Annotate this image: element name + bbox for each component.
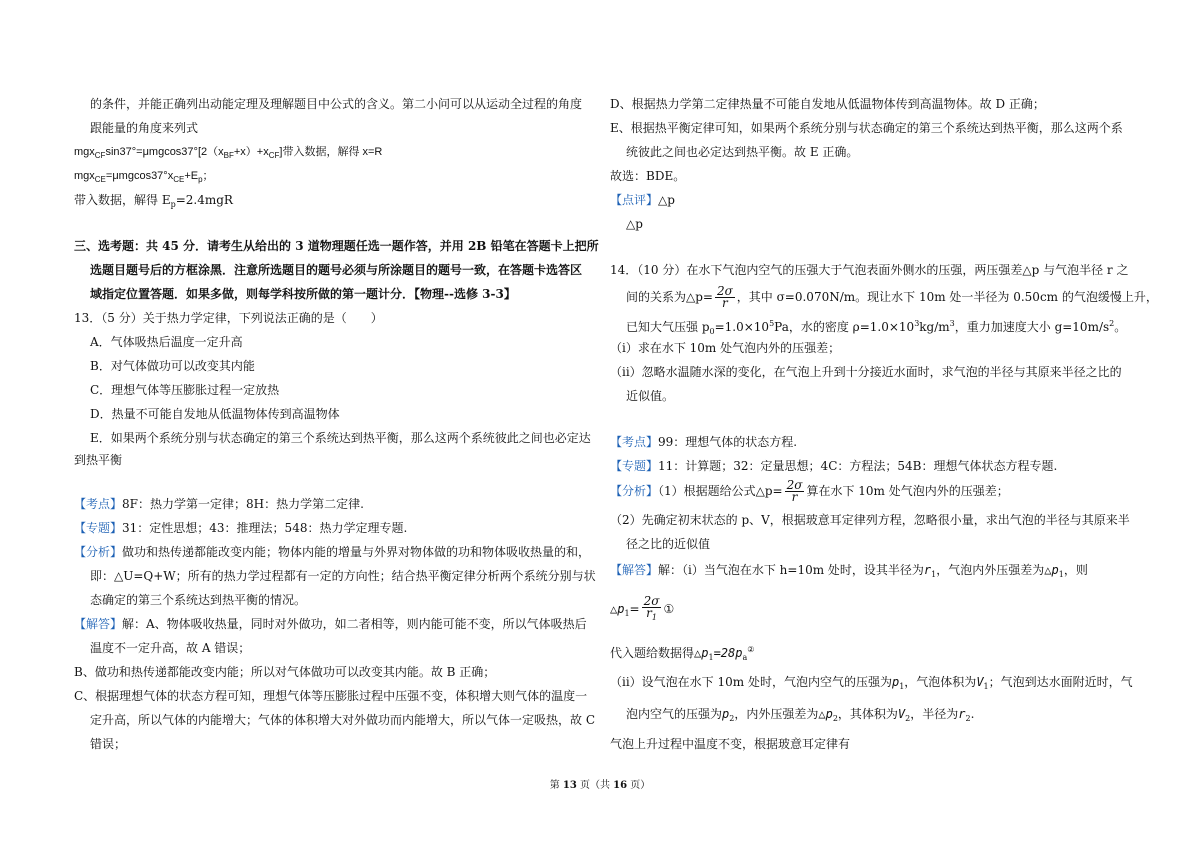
text-line: △p — [626, 217, 643, 231]
equation-line: $mgx_{CF}\sin 37^\circ=\mu mgcos37^\circ[2(x_{BF}+x)+x_{CF}]$带入数据，解得 x=R — [74, 146, 383, 160]
text-line: 故选：BDE。 — [610, 169, 686, 183]
zhuanti-tag: 【专题】 — [74, 521, 123, 535]
text-line: 态确定的第三个系统达到热平衡的情况。 — [90, 593, 307, 607]
option-a: A．气体吸热后温度一定升高 — [90, 335, 243, 349]
text-line: 代入题给数据得$\triangle p_1=28p_a^②$ — [610, 645, 755, 662]
jieda-line: 【解答】解：（i）当气泡在水下 h=10m 处时，设其半径为$r_1$，气泡内外压强差为$\triangle p_1$，则 — [610, 563, 1088, 579]
fenxi-tag: 【分析】 — [610, 484, 659, 498]
text-line: 已知大气压强 $p_0=1.0\times 10^5Pa$，水的密度 $\rho=1.0\times 10^3kg/m^3$，重力加速度大小 $g=10m/s^2$。 — [626, 319, 1127, 336]
kaodian-line: 【考点】99：理想气体的状态方程. — [610, 435, 798, 449]
text-line: E、根据热平衡定律可知，如果两个系统分别与状态确定的第三个系统达到热平衡，那么这两个系 — [610, 121, 1123, 135]
jieda-tag: 【解答】 — [610, 563, 659, 577]
section-heading: 三、选考题：共 45 分．请考生从给出的 3 道物理题任选一题作答，并用 2B 铅笔在答题卡上把所 — [74, 239, 599, 253]
section-heading: 选题目题号后的方框涂黑．注意所选题目的题号必须与所涂题目的题号一致，在答题卡选答区 — [90, 263, 583, 277]
text-line: （ii）忽略水温随水深的变化，在气泡上升到十分接近水面时，求气泡的半径与其原来半径之比的 — [610, 365, 1122, 379]
text-line: （ii）设气泡在水下 10m 处时，气泡内空气的压强为$p_1$，气泡体积为$V_1$；气泡到达水面附近时，气 — [610, 675, 1133, 691]
kaodian-tag: 【考点】 — [610, 435, 659, 449]
text-line: B、做功和热传递都能改变内能；所以对气体做功可以改变其内能。故 B 正确； — [74, 665, 496, 679]
text-line: 统彼此之间也必定达到热平衡。故 E 正确。 — [626, 145, 859, 159]
text-line: 带入数据，解得 $E_p=2.4mgR$ — [74, 193, 233, 209]
dianping-line: 【点评】△p — [610, 193, 675, 207]
section-heading: 域指定位置答题．如果多做，则每学科按所做的第一题计分．【物理--选修 3-3】 — [90, 287, 516, 301]
text-line: 错误； — [90, 737, 127, 751]
text-line: 间的关系为△p= $\frac{2\sigma}{r}$ ，其中 σ=0.070N/m。现让水下 10m 处一半径为 0.50cm 的气泡缓慢上升， — [626, 284, 1158, 310]
jieda-line: 【解答】解：A、物体吸收热量，同时对外做功，如二者相等，则内能可能不变，所以气体吸热后 — [74, 617, 587, 631]
zhuanti-tag: 【专题】 — [610, 459, 659, 473]
kaodian-tag: 【考点】 — [74, 497, 123, 511]
fenxi-tag: 【分析】 — [74, 545, 123, 559]
zhuanti-line: 【专题】11：计算题；32：定量思想；4C：方程法；54B：理想气体状态方程专题. — [610, 459, 1058, 473]
option-b: B．对气体做功可以改变其内能 — [90, 359, 255, 373]
kaodian-line: 【考点】8F：热力学第一定律；8H：热力学第二定律. — [74, 497, 364, 511]
fenxi-line: 【分析】（1）根据题给公式△p= $\frac{2\sigma}{r}$ 算在水下 10m 处气泡内外的压强差； — [610, 478, 1009, 504]
text-line: 近似值。 — [626, 389, 675, 403]
text-line: 的条件，并能正确列出动能定理及理解题目中公式的含义。第二小问可以从运动全过程的角度 — [90, 97, 583, 111]
text-line: 即：△U=Q+W；所有的热力学过程都有一定的方向性；结合热平衡定律分析两个系统分别与状 — [90, 569, 596, 583]
text-line: 气泡上升过程中温度不变，根据玻意耳定律有 — [610, 737, 851, 751]
text-line: 跟能量的角度来列式 — [90, 121, 199, 135]
text-line: D、根据热力学第二定律热量不可能自发地从低温物体传到高温物体。故 D 正确； — [610, 97, 1045, 111]
text-line: （2）先确定初末状态的 p、V，根据玻意耳定律列方程，忽略很小量，求出气泡的半径与其原来半 — [610, 513, 1130, 527]
text-line: C、根据理想气体的状态方程可知，理想气体等压膨胀过程中压强不变，体积增大则气体的温度一 — [74, 689, 588, 703]
text-line: 定升高，所以气体的内能增大；气体的体积增大对外做功而内能增大，所以气体一定吸热，故 C — [90, 713, 595, 727]
jieda-tag: 【解答】 — [74, 617, 123, 631]
text-line: （i）求在水下 10m 处气泡内外的压强差； — [610, 341, 841, 355]
equation-line: $mgx_{CE}=\mu mgcos37^\circ x_{CE}+E_p$； — [74, 170, 214, 184]
fraction: $\frac{2\sigma}{r_1}$ — [643, 594, 660, 622]
page-total: 16 — [613, 780, 628, 791]
option-e: E．如果两个系统分别与状态确定的第三个系统达到热平衡，那么这两个系统彼此之间也必定达 — [90, 431, 591, 445]
fraction: $\frac{2\sigma}{r}$ — [786, 478, 803, 504]
page-footer: 第 13 页（共 16 页） — [549, 780, 651, 791]
zhuanti-line: 【专题】31：定性思想；43：推理法；548：热力学定理专题. — [74, 521, 408, 535]
equation-1: $\triangle p_1=$ $\frac{2\sigma}{r_1}$ ① — [610, 594, 675, 622]
option-d: D．热量不可能自发地从低温物体传到高温物体 — [90, 407, 340, 421]
text-line: 泡内空气的压强为$p_2$，内外压强差为$\triangle p_2$，其体积为$V_2$，半径为$r_2$. — [626, 707, 975, 723]
dianping-tag: 【点评】 — [610, 193, 659, 207]
option-e-cont: 到热平衡 — [74, 453, 123, 467]
question-14: 14．（10 分）在水下气泡内空气的压强大于气泡表面外侧水的压强，两压强差△p 与气泡半径 r 之 — [610, 263, 1129, 277]
fenxi-line: 【分析】做功和热传递都能改变内能；物体内能的增量与外界对物体做的功和物体吸收热量的和， — [74, 545, 591, 559]
question-13: 13．（5 分）关于热力学定律，下列说法正确的是（ ） — [74, 311, 383, 325]
option-c: C．理想气体等压膨胀过程一定放热 — [90, 383, 280, 397]
text-line: 径之比的近似值 — [626, 537, 711, 551]
text-line: 温度不一定升高，故 A 错误； — [90, 641, 251, 655]
page-number: 13 — [562, 780, 577, 791]
fraction: $\frac{2\sigma}{r}$ — [716, 284, 733, 310]
